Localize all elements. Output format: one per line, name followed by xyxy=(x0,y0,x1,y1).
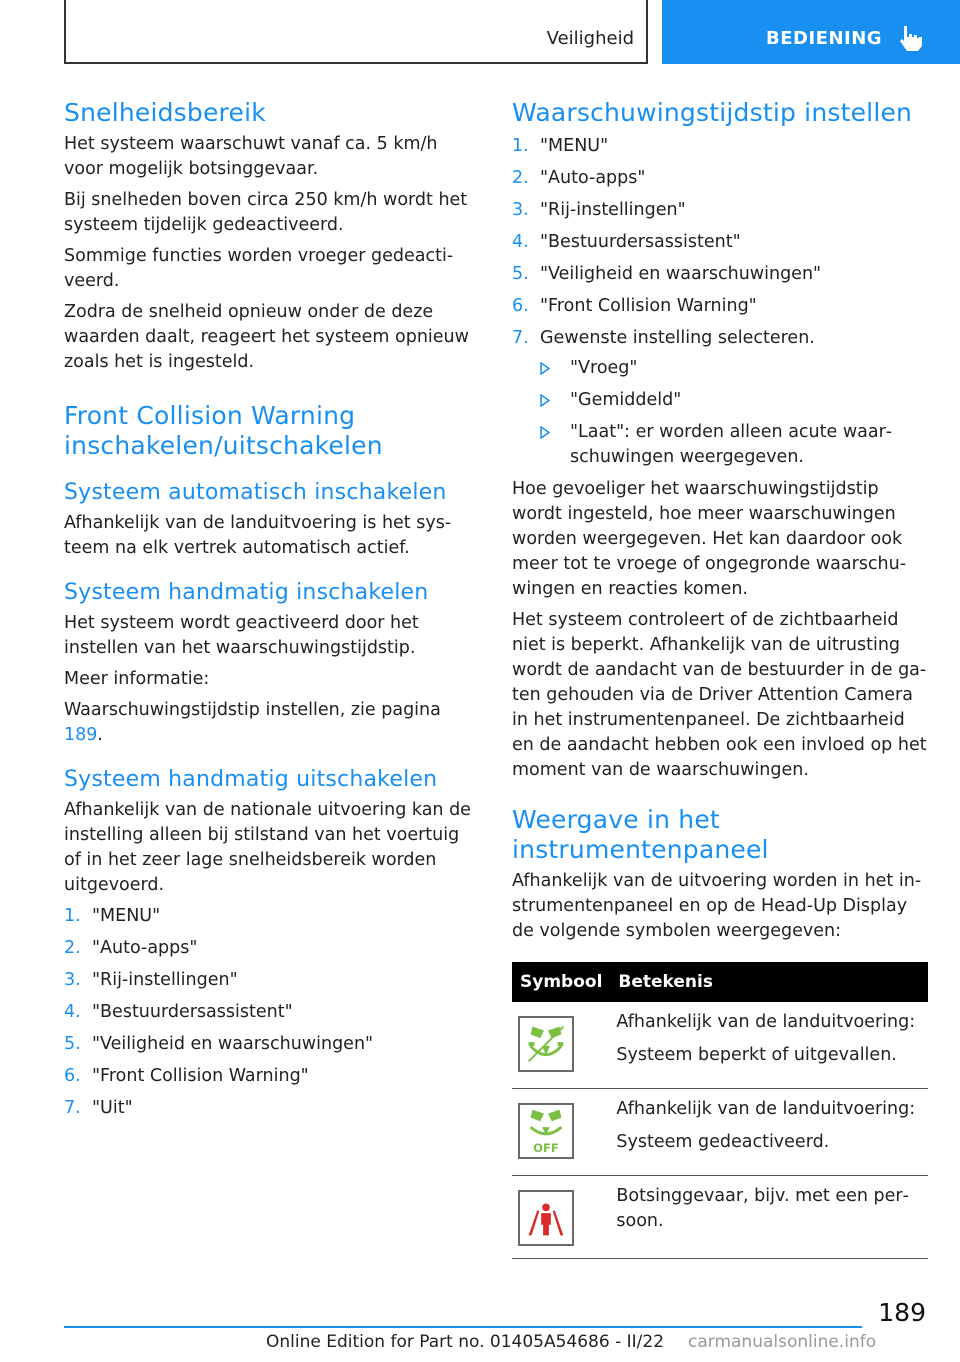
heading-manual-off: Systeem handmatig uitschakelen xyxy=(64,767,438,792)
heading-display xyxy=(512,805,930,865)
step-text: "Veiligheid en waarschuwingen" xyxy=(92,1034,374,1054)
page-number: 189 xyxy=(878,1298,926,1327)
list-item xyxy=(512,230,930,255)
heading-fcw-toggle xyxy=(64,401,478,461)
list-item xyxy=(540,356,930,381)
page-reference-link[interactable]: 189 xyxy=(64,725,98,745)
right-column xyxy=(512,98,930,1259)
collision-warning-limited-icon xyxy=(518,1016,574,1072)
list-item xyxy=(540,388,930,413)
list-item xyxy=(64,968,478,993)
meaning-cell xyxy=(610,1089,928,1176)
symbol-table xyxy=(512,962,928,1259)
heading-display-line2: instrumentenpaneel xyxy=(512,835,769,864)
option-text: "Laat": er worden alleen acute waarschuwingen weergegeven. xyxy=(570,422,893,467)
step-number: 4. xyxy=(64,1002,81,1022)
table-row xyxy=(512,1002,928,1089)
step-number: 6. xyxy=(64,1066,81,1086)
header-section-title: Veiligheid xyxy=(546,28,634,49)
symbol-cell xyxy=(512,1176,610,1259)
heading-fcw-toggle-line2: inschakelen/uitschakelen xyxy=(64,431,383,460)
heading-fcw-toggle-line1: Front Collision Warning xyxy=(64,401,356,430)
watermark: carmanualsonline.info xyxy=(688,1332,877,1352)
step-text: "Veiligheid en waarschuwingen" xyxy=(540,264,822,284)
step-number: 1. xyxy=(64,906,81,926)
list-item xyxy=(512,166,930,191)
symbol-cell xyxy=(512,1089,610,1176)
step-text: "Bestuurdersassistent" xyxy=(92,1002,293,1022)
list-item xyxy=(64,1064,478,1089)
step-number: 5. xyxy=(64,1034,81,1054)
column-header-symbol: Symbool xyxy=(512,962,610,1002)
left-column xyxy=(64,98,478,1128)
icon-off-label: OFF xyxy=(533,1141,559,1156)
meaning-line: Afhankelijk van de landuitvoering: xyxy=(616,1012,916,1032)
pointing-hand-icon xyxy=(898,24,924,52)
manual-on-ref-end: . xyxy=(97,725,103,745)
list-item xyxy=(64,936,478,961)
meaning-line: Botsinggevaar, bijv. met een persoon. xyxy=(616,1186,909,1231)
step-text: "Uit" xyxy=(92,1098,133,1118)
triangle-bullet-icon xyxy=(540,362,550,375)
step-number: 3. xyxy=(64,970,81,990)
step-text: Gewenste instelling selecteren. xyxy=(540,328,815,348)
manual-on-text-3 xyxy=(64,698,478,748)
column-header-meaning: Betekenis xyxy=(610,962,928,1002)
step-text: "Front Collision Warning" xyxy=(540,296,757,316)
meaning-line: Afhankelijk van de landuitvoering: xyxy=(616,1099,916,1119)
step-number: 4. xyxy=(512,232,529,252)
step-number: 1. xyxy=(512,136,529,156)
list-item xyxy=(64,1032,478,1057)
heading-manual-on: Systeem handmatig inschakelen xyxy=(64,580,429,605)
table-header-row xyxy=(512,962,928,1002)
list-item xyxy=(512,294,930,319)
manual-on-text-1: Het systeem wordt geactiveerd door het instellen van het waarschuwingstijdstip. xyxy=(64,613,419,658)
step-number: 7. xyxy=(512,328,529,348)
list-item xyxy=(64,1096,478,1121)
step-text: "MENU" xyxy=(540,136,609,156)
warning-time-options xyxy=(540,356,930,470)
step-text: "MENU" xyxy=(92,906,161,926)
meaning-cell xyxy=(610,1002,928,1089)
list-item xyxy=(512,326,930,351)
step-number: 6. xyxy=(512,296,529,316)
list-item xyxy=(512,134,930,159)
step-number: 7. xyxy=(64,1098,81,1118)
footer-divider xyxy=(64,1326,862,1328)
heading-speed-range: Snelheidsbereik xyxy=(64,98,266,127)
warning-time-text-1: Hoe gevoeliger het waarschuwingstijdstip wordt ingesteld, hoe meer waarschuwingen worden weergegeven. Het kan daardoor ook meer tot te vroege of ongegronde waarschuwingen en reacties komen. xyxy=(512,479,907,599)
list-item xyxy=(64,904,478,929)
manual-on-ref-text: Waarschuwingstijdstip instellen, zie pagina xyxy=(64,700,441,720)
step-number: 2. xyxy=(512,168,529,188)
speed-range-text-1: Het systeem waarschuwt vanaf ca. 5 km/h voor mogelijk botsinggevaar. xyxy=(64,134,438,179)
footer-edition: Online Edition for Part no. 01405A54686 - II/22 xyxy=(266,1332,665,1352)
manual-off-text: Afhankelijk van de nationale uitvoering kan de instelling alleen bij stilstand van het voertuig of in het zeer lage snelheidsbereik worden uitgevoerd. xyxy=(64,800,471,895)
list-item xyxy=(540,420,930,470)
header-section-box xyxy=(64,0,648,64)
heading-warning-time: Waarschuwingstijdstip instellen xyxy=(512,98,913,127)
step-text: "Bestuurdersassistent" xyxy=(540,232,741,252)
header-chapter-title: BEDIENING xyxy=(766,28,883,49)
display-text: Afhankelijk van de uitvoering worden in het instrumentenpaneel en op de Head-Up Display de volgende symbolen weergegeven: xyxy=(512,871,922,941)
heading-display-line1: Weergave in het xyxy=(512,805,720,834)
triangle-bullet-icon xyxy=(540,426,550,439)
warning-time-steps xyxy=(512,134,930,351)
step-text: "Rij-instellingen" xyxy=(540,200,686,220)
step-number: 2. xyxy=(64,938,81,958)
step-text: "Auto-apps" xyxy=(540,168,646,188)
collision-warning-off-icon xyxy=(518,1103,574,1159)
auto-on-text: Afhankelijk van de landuitvoering is het systeem na elk vertrek automatisch actief. xyxy=(64,513,452,558)
meaning-line: Systeem beperkt of uitgevallen. xyxy=(616,1045,897,1065)
meaning-line: Systeem gedeactiveerd. xyxy=(616,1132,830,1152)
manual-on-text-2: Meer informatie: xyxy=(64,669,210,689)
table-row xyxy=(512,1089,928,1176)
header-chapter-tab xyxy=(662,0,960,64)
speed-range-text-4: Zodra de snelheid opnieuw onder de deze waarden daalt, reageert het systeem opnieuw zoals het is ingesteld. xyxy=(64,302,469,372)
speed-range-text-3: Sommige functies worden vroeger gedeactiveerd. xyxy=(64,246,454,291)
manual-off-steps xyxy=(64,904,478,1121)
option-text: "Vroeg" xyxy=(570,358,638,378)
symbol-cell xyxy=(512,1002,610,1089)
step-number: 3. xyxy=(512,200,529,220)
meaning-cell xyxy=(610,1176,928,1259)
warning-time-text-2: Het systeem controleert of de zichtbaarheid niet is beperkt. Afhankelijk van de uitrusting wordt de aandacht van de bestuurder in de gaten gehouden via de Driver Attention Camera in het instrumentenpaneel. De zichtbaarheid en de aandacht hebben ook een invloed op het moment van de waarschuwingen. xyxy=(512,610,927,780)
step-text: "Auto-apps" xyxy=(92,938,198,958)
list-item xyxy=(512,262,930,287)
speed-range-text-2: Bij snelheden boven circa 250 km/h wordt het systeem tijdelijk gedeactiveerd. xyxy=(64,190,468,235)
heading-auto-on: Systeem automatisch inschakelen xyxy=(64,480,447,505)
pedestrian-warning-icon xyxy=(518,1190,574,1246)
step-text: "Front Collision Warning" xyxy=(92,1066,309,1086)
list-item xyxy=(64,1000,478,1025)
step-number: 5. xyxy=(512,264,529,284)
table-row xyxy=(512,1176,928,1259)
triangle-bullet-icon xyxy=(540,394,550,407)
step-text: "Rij-instellingen" xyxy=(92,970,238,990)
option-text: "Gemiddeld" xyxy=(570,390,682,410)
list-item xyxy=(512,198,930,223)
